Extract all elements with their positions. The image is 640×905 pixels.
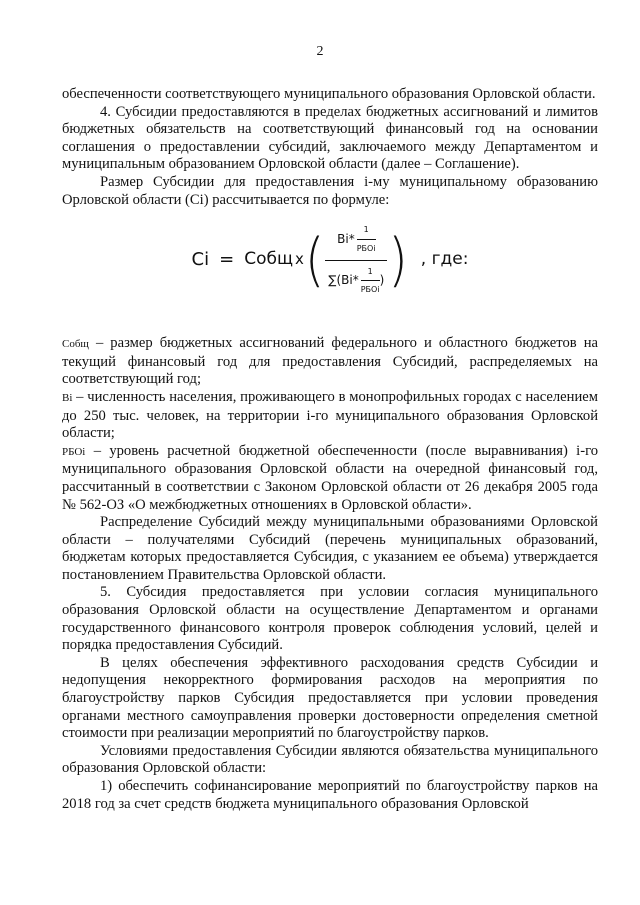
numerator-mini-fraction <box>357 221 376 257</box>
denominator-sum: ∑(Bi <box>328 272 353 287</box>
var-rbo-i: РБОi <box>62 445 86 458</box>
numerator-star: * <box>348 231 355 246</box>
rbo-i-definition: – уровень расчетной бюджетной обеспеченности (после выравнивания) i-го муниципального образования Орловской области на очередной финансовый год, рассчитанный в соответствии с Законом Орловской области от 26 декабря 2005 года № 562-ОЗ «О межбюджетных отношениях в Орловской области». <box>62 442 598 513</box>
formula-right-paren: ) <box>388 226 408 294</box>
c-total-definition: – размер бюджетных ассигнований федерального и областного бюджетов на текущий финансовый год для предоставления Субсидий, распределяемых на соответствующий год; <box>62 335 598 388</box>
document-body <box>62 86 598 813</box>
paragraph-rbo-i <box>62 443 598 514</box>
paragraph-3: Размер Субсидии для предоставления i-му муниципальному образованию Орловской области (Ci) рассчитывается по формуле: <box>62 173 598 208</box>
mini-one: 1 <box>363 225 369 235</box>
formula <box>62 217 598 303</box>
formula-fraction <box>325 221 387 298</box>
formula-times: x <box>294 250 304 269</box>
denominator-close: ) <box>379 272 385 287</box>
formula-lhs: Ci <box>191 249 210 271</box>
paragraph-c-total <box>62 335 598 389</box>
formula-eq: = <box>219 249 235 271</box>
paragraph-2: 4. Субсидии предоставляются в пределах бюджетных ассигнований и лимитов бюджетных обязательств на соответствующий финансовый год на основании соглашения о предоставлении субсидий, заключаемого между Департаментом и муниципальным образованием Орловской области (далее – Соглашение). <box>62 103 598 173</box>
paragraph-9: В целях обеспечения эффективного расходования средств Субсидии и недопущения некорректного формирования расходов на мероприятия по благоустройству парков Субсидия предоставляется при условии проведения органами местного самоуправления проверки достоверности определения сметной стоимости при реализации мероприятий по благоустройству парков. <box>62 654 598 742</box>
var-c-total: Cобщ <box>62 338 89 351</box>
mini-rbo-den: РБОi <box>360 285 380 295</box>
paragraph-8: 5. Субсидия предоставляется при условии согласия муниципального образования Орловской области на осуществление Департаментом и органами государственного финансового контроля проверок соблюдения условий, целей и порядка предоставления Субсидий. <box>62 584 598 654</box>
formula-tail: , где: <box>420 249 469 270</box>
var-b-i: Bi <box>62 391 73 404</box>
mini-one-den: 1 <box>367 266 373 276</box>
page-number: 2 <box>316 44 324 59</box>
denominator-mini-fraction <box>361 263 380 299</box>
denominator-star: * <box>352 272 359 287</box>
formula-denominator <box>325 263 387 299</box>
paragraph-11: 1) обеспечить софинансирование мероприятий по благоустройству парков на 2018 год за счет средств бюджета муниципального образования Орловской <box>62 778 598 812</box>
paragraph-10: Условиями предоставления Субсидии являются обязательства муниципального образования Орловской области: <box>62 742 598 777</box>
formula-left-paren: ( <box>304 226 325 294</box>
numerator-b: Bi <box>337 231 349 246</box>
fraction-bar <box>325 260 387 261</box>
paragraph-7: Распределение Субсидий между муниципальными образованиями Орловской области – получателями Субсидий (перечень муниципальных образований, бюджетам которых предоставляется Субсидия, с указанием ее объема) утверждается постановлением Правительства Орловской области. <box>62 514 598 583</box>
formula-total: Cобщ <box>244 249 293 270</box>
paragraph-b-i <box>62 389 598 443</box>
paragraph-1: обеспеченности соответствующего муниципального образования Орловской области. <box>62 86 596 102</box>
b-i-definition: – численность населения, проживающего в монопрофильных городах с населением до 250 тыс. человек, на территории i-го муниципального образования Орловской области; <box>62 388 598 442</box>
mini-rbo: РБОi <box>356 244 376 254</box>
formula-numerator <box>334 221 378 257</box>
